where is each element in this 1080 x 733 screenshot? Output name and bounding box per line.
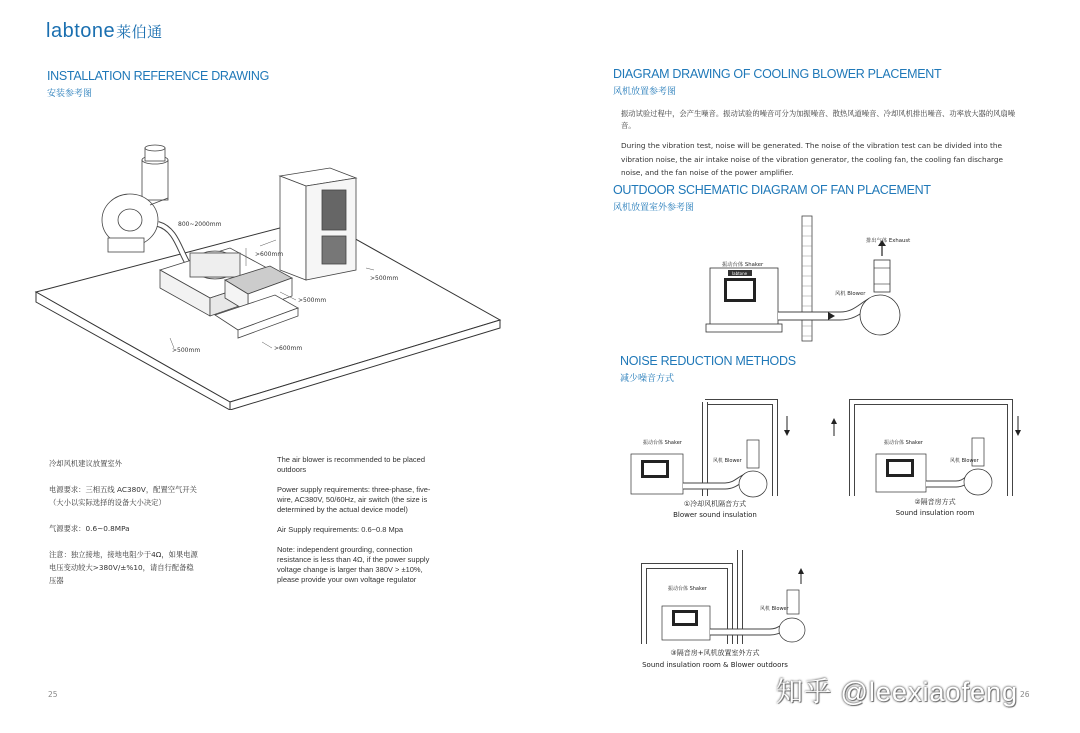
noise-reduction-title-cn: 减少噪音方式	[620, 374, 675, 384]
blower-insulation-diagram	[625, 396, 805, 501]
insulation-room-diagram	[826, 396, 1026, 501]
notes-en	[277, 455, 437, 585]
d1-caption-cn: ①冷却风机隔音方式	[683, 500, 747, 508]
d3-caption-cn: ③隔音房+风机放置室外方式	[670, 649, 760, 657]
note-en-power: Power supply requirements: three-phase, five-wire, AC380V, 50/60Hz, air switch (the size is determined by the actual device model)	[277, 485, 431, 514]
note-cn-air: 气源要求：0.6~0.8MPa	[49, 524, 130, 533]
note-en-ground: Note: independent grourding, connection resistance is less than 4Ω, if the power supply voltage change is larger than 380V > ±10%, please provide your own voltage regulator	[277, 545, 430, 584]
d2-caption-en: Sound insulation room	[895, 509, 975, 517]
note-cn-ground-3: 压器	[49, 576, 64, 585]
note-cn-ground-1: 注意：独立接地，接地电阻少于4Ω，如果电源	[49, 550, 198, 559]
shaker-label: 振动台体 Shaker	[722, 262, 764, 268]
page-number-left: 25	[48, 690, 58, 699]
d2-caption-cn: ②隔音房方式	[914, 498, 956, 506]
blower-label: 风机 Blower	[835, 291, 866, 297]
d1-blower-label: 风机 Blower	[713, 458, 742, 464]
installation-title: INSTALLATION REFERENCE DRAWING	[47, 69, 270, 83]
d2-blower-label: 风机 Blower	[950, 458, 979, 464]
duct-length-label: 800~2000mm	[178, 221, 222, 228]
note-cn-power-detail: （大小以实际选择的设备大小决定）	[49, 498, 166, 507]
dim-side-far: >500mm	[370, 275, 399, 282]
outdoor-fan-title: OUTDOOR SCHEMATIC DIAGRAM OF FAN PLACEMENT	[613, 183, 931, 197]
noise-paragraph-cn: 振动试验过程中，会产生噪音。振动试验的噪音可分为加振噪音、散热风道噪音、冷却风机排出噪音、功率放大器的风扇噪音。	[621, 109, 1016, 130]
notes-cn	[49, 457, 219, 587]
outdoor-fan-title-cn: 风机放置室外参考图	[613, 203, 695, 213]
watermark: 知乎 @leexiaofeng	[776, 677, 1019, 707]
d1-caption-en: Blower sound insulation	[673, 511, 757, 519]
d3-blower-label: 风机 Blower	[760, 606, 789, 612]
note-cn-ground-2: 电压变动较大>380V/±%10，请自行配备稳	[49, 563, 194, 572]
noise-paragraph-en: During the vibration test, noise will be generated. The noise of the vibration test can be divided into the vibration noise, the air intake noise of the vibration generator, the cooling fan, the cooling fan discharge noise, and the fan noise of the power amplifier.	[621, 141, 1004, 177]
note-en-blower: The air blower is recommended to be placed outdoors	[277, 455, 425, 474]
dim-side-right-top: >600mm	[255, 251, 284, 258]
blower-illustration	[102, 145, 168, 252]
d1-shaker-label: 振动台体 Shaker	[643, 440, 682, 446]
outdoor-schematic-diagram	[690, 210, 930, 345]
page-number-right: 26	[1020, 690, 1030, 699]
dim-side-mid: >500mm	[298, 297, 327, 304]
cooling-blower-title: DIAGRAM DRAWING OF COOLING BLOWER PLACEMENT	[613, 67, 942, 81]
note-cn-blower: 冷却风机建议放置室外	[49, 459, 122, 468]
d2-shaker-label: 振动台体 Shaker	[884, 440, 923, 446]
brand-logo	[46, 20, 163, 43]
d3-shaker-label: 振动台体 Shaker	[668, 586, 707, 592]
dim-front-left: >500mm	[172, 347, 201, 354]
room-and-outdoor-blower-diagram	[640, 548, 820, 648]
logo-cn: 莱伯通	[116, 24, 163, 41]
exhaust-label: 排出气体 Exhaust	[866, 238, 911, 244]
logo-en: labtone	[46, 20, 116, 42]
d3-caption-en: Sound insulation room & Blower outdoors	[642, 661, 788, 669]
installation-drawing	[30, 120, 510, 410]
dim-front-right: >600mm	[274, 345, 303, 352]
noise-reduction-title: NOISE REDUCTION METHODS	[620, 354, 796, 368]
cooling-blower-title-cn: 风机放置参考图	[613, 87, 677, 97]
note-en-air: Air Supply requirements: 0.6~0.8 Mpa	[277, 525, 404, 534]
note-cn-power: 电源要求：三相五线 AC380V，配置空气开关	[49, 485, 197, 494]
brand-label: labtone	[732, 271, 748, 276]
power-amplifier-cabinet	[280, 168, 356, 280]
installation-title-cn: 安装参考图	[47, 89, 93, 99]
